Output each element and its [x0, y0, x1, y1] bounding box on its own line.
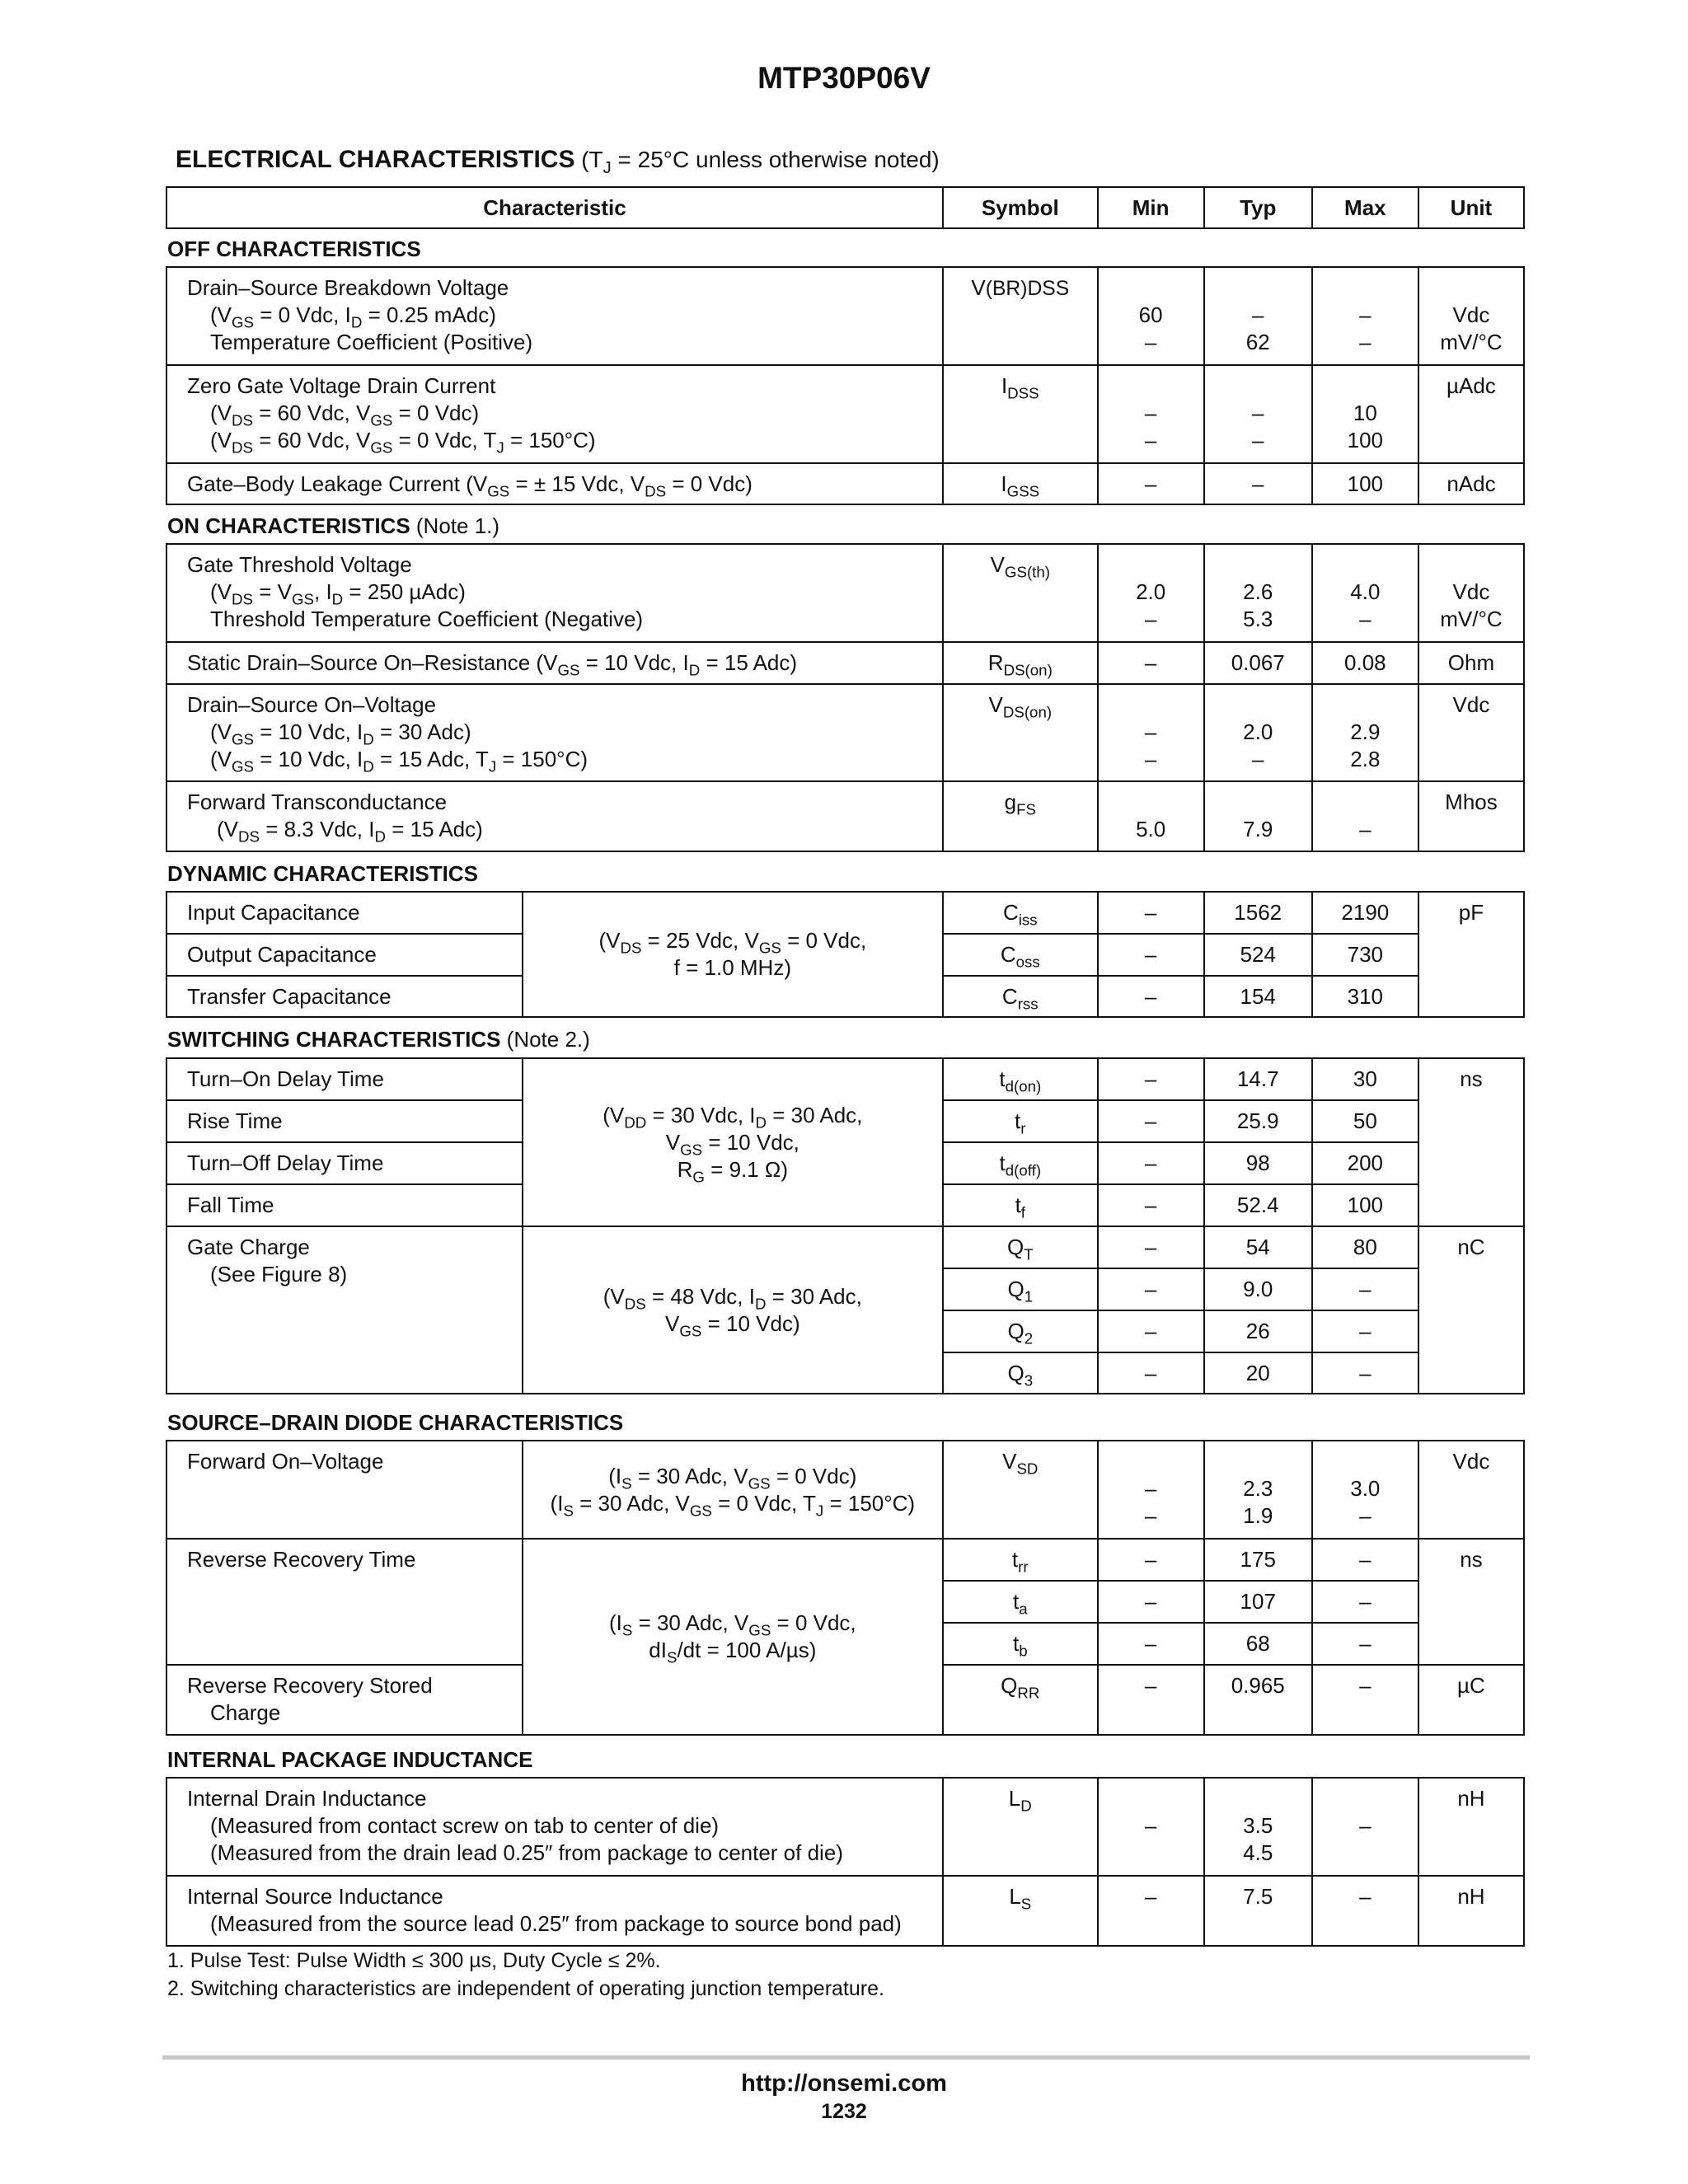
symbol: $Q_{RR}$: [943, 1665, 1098, 1735]
footnote-1: 1. Pulse Test: Pulse Width ≤ 300 µs, Duty Cycle ≤ 2%.: [167, 1949, 661, 1972]
table-row: Transfer Capacitance $C_{rss}$ – 154 310: [166, 976, 1524, 1017]
symbol: $I_{GSS}$: [943, 463, 1098, 504]
table-row: Gate–Body Leakage Current ($V_{GS}$ = ± 15 Vdc, $V_{DS} = 0$ Vdc) $I_{GSS}$ – – 100 nAdc: [166, 463, 1524, 504]
symbol: $R_{DS(on)}$: [943, 642, 1098, 684]
col-max: Max: [1312, 187, 1418, 228]
table-row: $t_b$ – 68 –: [166, 1623, 1524, 1665]
dynamic-table: [166, 891, 1525, 1018]
symbol: $C_{rss}$: [943, 976, 1098, 1017]
switching-table: [166, 1057, 1525, 1394]
table-row: Internal Source Inductance (Measured from the source lead 0.25″ from package to source bond pad) $L_S$ – 7.5 – nH: [166, 1876, 1524, 1946]
table-row: $Q_3$ – 20 –: [166, 1352, 1524, 1394]
footer-link[interactable]: http://onsemi.com: [741, 2070, 947, 2097]
col-typ: Typ: [1204, 187, 1312, 228]
off-table: [166, 266, 1525, 505]
section-inductance-heading: INTERNAL PACKAGE INDUCTANCE: [167, 1747, 533, 1772]
col-characteristic: Characteristic: [166, 187, 943, 228]
table-row: Turn–Off Delay Time $t_{d(off)}$ – 98 200: [166, 1142, 1524, 1184]
on-table: [166, 543, 1525, 852]
symbol: $C_{iss}$: [943, 892, 1098, 934]
table-row: Rise Time $t_r$ – 25.9 50: [166, 1100, 1524, 1142]
symbol: $C_{oss}$: [943, 934, 1098, 976]
symbol: $V_{GS(th)}$: [943, 544, 1098, 642]
test-conditions: ($V_{DD} = 30$ Vdc, $I_D = 30$ Adc, $V_{GS} = 10$ Vdc, $R_G = 9.1$ Ω): [523, 1058, 943, 1226]
table-row: Reverse Recovery Stored Charge $Q_{RR}$ – 0.965 – µC: [166, 1665, 1524, 1735]
table-row: $Q_2$ – 26 –: [166, 1310, 1524, 1352]
page-number: 1232: [821, 2100, 867, 2123]
footnotes: [167, 1947, 884, 2003]
table-row: Drain–Source On–Voltage ($V_{GS} = 10$ Vdc, $I_D = 30$ Adc) ($V_{GS} = 10$ Vdc, $I_D = 15$ Adc, $T_J = 150^\circ C$) $V_{DS(on)}$ – – 2.0 – 2.9 2.8 Vdc: [166, 684, 1524, 781]
symbol: $V_{SD}$: [943, 1441, 1098, 1539]
symbol: $t_a$: [943, 1581, 1098, 1623]
table-row: Reverse Recovery Time ($I_S = 30$ Adc, $V_{GS} = 0$ Vdc, $dI_S/dt = 100$ A/µs) $t_{rr}$ – 175 – ns: [166, 1539, 1524, 1581]
document-title: MTP30P06V: [757, 61, 931, 95]
table-row: $Q_1$ – 9.0 –: [166, 1268, 1524, 1310]
symbol: $Q_2$: [943, 1310, 1098, 1352]
table-row: $t_a$ – 107 –: [166, 1581, 1524, 1623]
inductance-table: [166, 1777, 1525, 1947]
symbol: $t_{d(on)}$: [943, 1058, 1098, 1100]
symbol: $L_D$: [943, 1778, 1098, 1876]
col-unit: Unit: [1418, 187, 1524, 228]
symbol: $t_{d(off)}$: [943, 1142, 1098, 1184]
section-on-heading: ON CHARACTERISTICS (Note 1.): [167, 513, 500, 538]
section-source-drain-heading: SOURCE–DRAIN DIODE CHARACTERISTICS: [167, 1410, 624, 1435]
symbol: $t_b$: [943, 1623, 1098, 1665]
test-conditions: ($I_S = 30$ Adc, $V_{GS} = 0$ Vdc, $dI_S/dt = 100$ A/µs): [523, 1539, 943, 1735]
symbol: $V_{DS(on)}$: [943, 684, 1098, 781]
symbol: $t_r$: [943, 1100, 1098, 1142]
table-row: Zero Gate Voltage Drain Current ($V_{DS} = 60$ Vdc, $V_{GS} = 0$ Vdc) ($V_{DS} = 60$ Vdc, $V_{GS} = 0$ Vdc, $T_J = 150^\circ C$) $I_{DSS}$ – – – – 10 100 µAdc: [166, 365, 1524, 463]
table-row: Turn–On Delay Time ($V_{DD} = 30$ Vdc, $I_D = 30$ Adc, $V_{GS} = 10$ Vdc, $R_G = 9.1$ Ω) $t_{d(on)}$ – 14.7 30 ns: [166, 1058, 1524, 1100]
header-table: [166, 186, 1525, 229]
section-off-heading: OFF CHARACTERISTICS: [167, 237, 421, 261]
symbol: V(BR)DSS: [943, 267, 1098, 365]
footer-divider: [162, 2055, 1530, 2060]
source-drain-table: [166, 1440, 1525, 1736]
table-row: Gate Threshold Voltage ($V_{DS} = V_{GS}$, $I_D = 250$ µAdc) Threshold Temperature Coefficient (Negative) $V_{GS(th)}$ 2.0 – 2.6 5.3 4.0 – Vdc mV/°C: [166, 544, 1524, 642]
table-row: Gate Charge (See Figure 8) ($V_{DS} = 48$ Vdc, $I_D = 30$ Adc, $V_{GS} = 10$ Vdc) $Q_T$ – 54 80 nC: [166, 1226, 1524, 1268]
table-row: Forward On–Voltage ($I_S = 30$ Adc, $V_{GS} = 0$ Vdc) ($I_S = 30$ Adc, $V_{GS} = 0$ Vdc, $T_J = 150^\circ C$) $V_{SD}$ – – 2.3 1.9 3.0 – Vdc: [166, 1441, 1524, 1539]
electrical-characteristics-heading: ELECTRICAL CHARACTERISTICS ($T_J = 25^\circ C$ unless otherwise noted): [176, 146, 940, 178]
section-switching-heading: SWITCHING CHARACTERISTICS (Note 2.): [167, 1027, 590, 1052]
symbol: $Q_3$: [943, 1352, 1098, 1394]
table-row: Forward Transconductance ($V_{DS} = 8.3$ Vdc, $I_D = 15$ Adc) $g_{FS}$ 5.0 7.9 – Mhos: [166, 781, 1524, 851]
symbol: $Q_1$: [943, 1268, 1098, 1310]
col-min: Min: [1098, 187, 1204, 228]
footnote-2: 2. Switching characteristics are independent of operating junction temperature.: [167, 1977, 884, 2000]
col-symbol: Symbol: [943, 187, 1098, 228]
symbol: $t_f$: [943, 1184, 1098, 1226]
table-row: Output Capacitance $C_{oss}$ – 524 730: [166, 934, 1524, 976]
table-row: Internal Drain Inductance (Measured from contact screw on tab to center of die) (Measured from the drain lead 0.25″ from package to center of die) $L_D$ – 3.5 4.5 – nH: [166, 1778, 1524, 1876]
symbol: $t_{rr}$: [943, 1539, 1098, 1581]
test-conditions: ($I_S = 30$ Adc, $V_{GS} = 0$ Vdc) ($I_S = 30$ Adc, $V_{GS} = 0$ Vdc, $T_J = 150^\circ C$): [523, 1441, 943, 1539]
test-conditions: ($V_{DS} = 48$ Vdc, $I_D = 30$ Adc, $V_{GS} = 10$ Vdc): [523, 1226, 943, 1394]
symbol: $I_{DSS}$: [943, 365, 1098, 463]
test-conditions: ($V_{DS} = 25$ Vdc, $V_{GS} = 0$ Vdc, f = 1.0 MHz): [523, 892, 943, 1017]
symbol: $g_{FS}$: [943, 781, 1098, 851]
symbol: $Q_T$: [943, 1226, 1098, 1268]
table-row: Input Capacitance ($V_{DS} = 25$ Vdc, $V_{GS} = 0$ Vdc, f = 1.0 MHz) $C_{iss}$ – 1562 2190 pF: [166, 892, 1524, 934]
table-row: Fall Time $t_f$ – 52.4 100: [166, 1184, 1524, 1226]
table-row: Drain–Source Breakdown Voltage ($V_{GS} = 0$ Vdc, $I_D = 0.25$ mAdc) Temperature Coefficient (Positive) V(BR)DSS 60 – – 62 – – Vdc mV/°C: [166, 267, 1524, 365]
symbol: $L_S$: [943, 1876, 1098, 1946]
section-dynamic-heading: DYNAMIC CHARACTERISTICS: [167, 861, 478, 886]
table-row: Static Drain–Source On–Resistance ($V_{GS} = 10$ Vdc, $I_D = 15$ Adc) $R_{DS(on)}$ – 0.067 0.08 Ohm: [166, 642, 1524, 684]
